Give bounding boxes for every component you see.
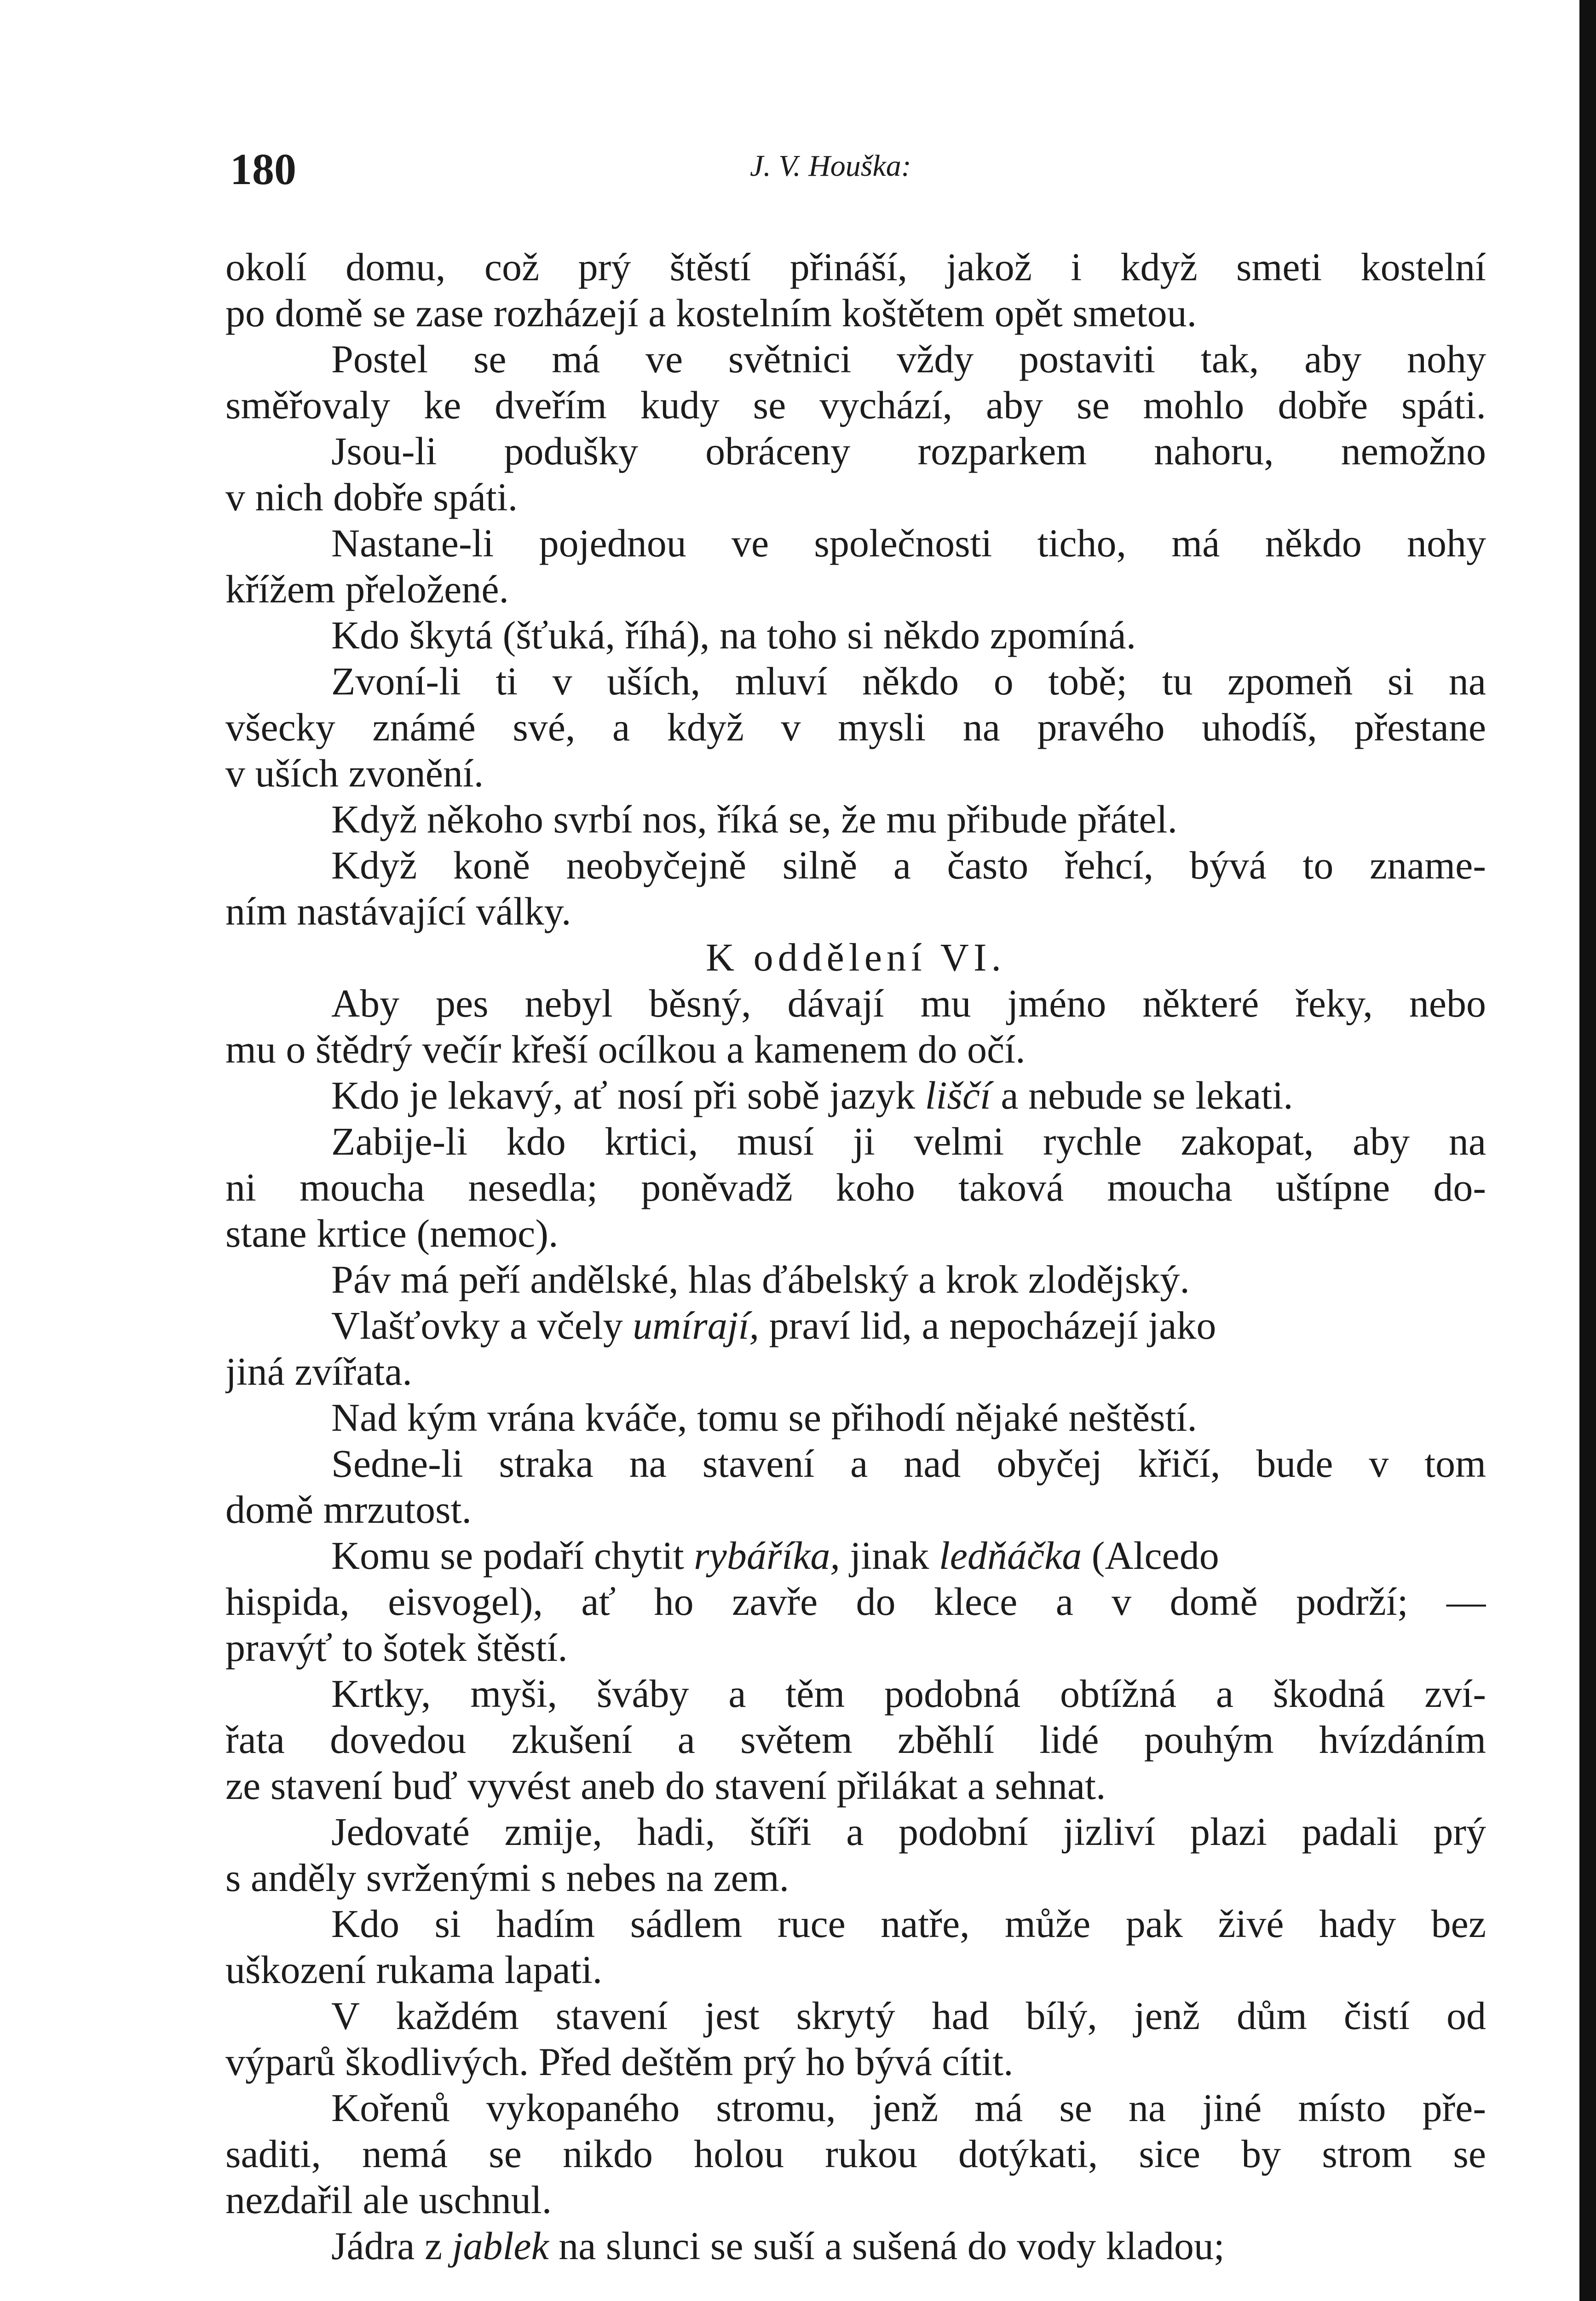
- text-line: hispida, eisvogel), ať ho zavře do klece a v domě podrží; —: [225, 1579, 1486, 1624]
- italic-term: rybáříka,: [694, 1533, 840, 1578]
- text-line: [225, 2223, 1486, 2269]
- text-line: ze stavení buď vyvést aneb do stavení přilákat a sehnat.: [225, 1763, 1106, 1808]
- text-run: Jádra z: [331, 2224, 443, 2268]
- text-line: Když někoho svrbí nos, říká se, že mu přibude přátel.: [331, 797, 1177, 841]
- text-line: všecky známé své, a když v mysli na pravého uhodíš, přestane: [225, 705, 1486, 749]
- text-run: (Alcedo: [1091, 1533, 1219, 1578]
- text-line: ni moucha nesedla; poněvadž koho taková moucha uštípne do-: [225, 1165, 1486, 1209]
- text-line: domě mrzutost.: [225, 1487, 472, 1532]
- text-run: jinak: [850, 1533, 929, 1578]
- text-line: Nastane-li pojednou ve společnosti ticho, má někdo nohy: [331, 521, 1486, 565]
- page-edge-shadow: [1579, 0, 1596, 2301]
- text-line: Kdo si hadím sádlem ruce natře, může pak živé hady bez: [331, 1902, 1486, 1946]
- text-line: Nad kým vrána kváče, tomu se přihodí nějaké neštěstí.: [331, 1395, 1197, 1440]
- text-line: saditi, nemá se nikdo holou rukou dotýkati, sice by strom se: [225, 2132, 1486, 2176]
- italic-term: umírají,: [633, 1303, 760, 1347]
- text-line: Když koně neobyčejně silně a často řehcí, bývá to zname-: [331, 843, 1486, 887]
- running-head: J. V. Houška:: [750, 149, 911, 183]
- text-line: Sedne-li straka na stavení a nad obyčej křičí, bude v tom: [331, 1441, 1486, 1486]
- text-run: Komu se podaří chytit: [331, 1533, 684, 1578]
- text-line: Zabije-li kdo krtici, musí ji velmi rychle zakopat, aby na: [331, 1119, 1486, 1163]
- text-line: Postel se má ve světnici vždy postaviti tak, aby nohy: [331, 337, 1486, 381]
- text-line: v uších zvonění.: [225, 751, 484, 795]
- text-line: Aby pes nebyl běsný, dávají mu jméno některé řeky, nebo: [331, 981, 1486, 1025]
- text-line: v nich dobře spáti.: [225, 475, 518, 519]
- text-line: Kdo škytá (šťuká, říhá), na toho si někdo zpomíná.: [331, 613, 1136, 657]
- text-line: [225, 1532, 1486, 1578]
- text-line: [225, 1302, 1486, 1348]
- text-run: a nebude se lekati.: [1001, 1073, 1293, 1117]
- page-number: 180: [230, 145, 296, 194]
- text-line: směřovaly ke dveřím kudy se vychází, aby se mohlo dobře spáti.: [225, 383, 1486, 427]
- text-line: ním nastávající války.: [225, 889, 571, 933]
- text-line: výparů škodlivých. Před deštěm prý ho bývá cítit.: [225, 2040, 1014, 2084]
- text-line: Jsou-li podušky obráceny rozparkem nahoru, nemožno: [331, 429, 1486, 473]
- text-line: stane krtice (nemoc).: [225, 1211, 559, 1255]
- text-line: Jedovaté zmije, hadi, štíři a podobní jizliví plazi padali prý: [331, 1810, 1486, 1854]
- text-line: s anděly svrženými s nebes na zem.: [225, 1856, 789, 1900]
- body-text: [225, 244, 1486, 2269]
- text-line: pravýť to šotek štěstí.: [225, 1625, 568, 1670]
- italic-term: ledňáčka: [939, 1533, 1082, 1578]
- text-line: Zvoní-li ti v uších, mluví někdo o tobě; tu zpomeň si na: [331, 659, 1486, 703]
- page-header: [225, 138, 1481, 202]
- text-line: nezdařil ale uschnul.: [225, 2178, 552, 2222]
- text-line: V každém stavení jest skrytý had bílý, jenž dům čistí od: [331, 1994, 1486, 2038]
- italic-term: liščí: [925, 1073, 991, 1117]
- text-run: na slunci se suší a sušená do vody kladou;: [559, 2224, 1225, 2268]
- text-line: okolí domu, což prý štěstí přináší, jakož i když smeti kostelní: [225, 245, 1486, 289]
- text-line: mu o štědrý večír křeší ocílkou a kamenem do očí.: [225, 1027, 1026, 1071]
- text-line: po domě se zase rozházejí a kostelním koštětem opět smetou.: [225, 291, 1197, 335]
- section-heading: K oddělení VI.: [706, 935, 1006, 979]
- text-line: jiná zvířata.: [225, 1349, 412, 1393]
- text-line: Krtky, myši, šváby a těm podobná obtížná a škodná zví-: [331, 1671, 1486, 1716]
- text-line: Kořenů vykopaného stromu, jenž má se na jiné místo pře-: [331, 2086, 1486, 2130]
- text-run: Kdo je lekavý, ať nosí při sobě jazyk: [331, 1073, 916, 1117]
- text-line: uškození rukama lapati.: [225, 1948, 603, 1992]
- italic-term: jablek: [452, 2224, 549, 2268]
- text-line: řata dovedou zkušení a světem zběhlí lidé pouhým hvízdáním: [225, 1717, 1486, 1762]
- text-line: křížem přeložené.: [225, 567, 509, 611]
- text-run: praví lid, a nepocházejí jako: [769, 1303, 1216, 1347]
- text-run: Vlašťovky a včely: [331, 1303, 623, 1347]
- text-line: Páv má peří andělské, hlas ďábelský a krok zlodějský.: [331, 1257, 1190, 1301]
- text-line: [225, 1072, 1486, 1118]
